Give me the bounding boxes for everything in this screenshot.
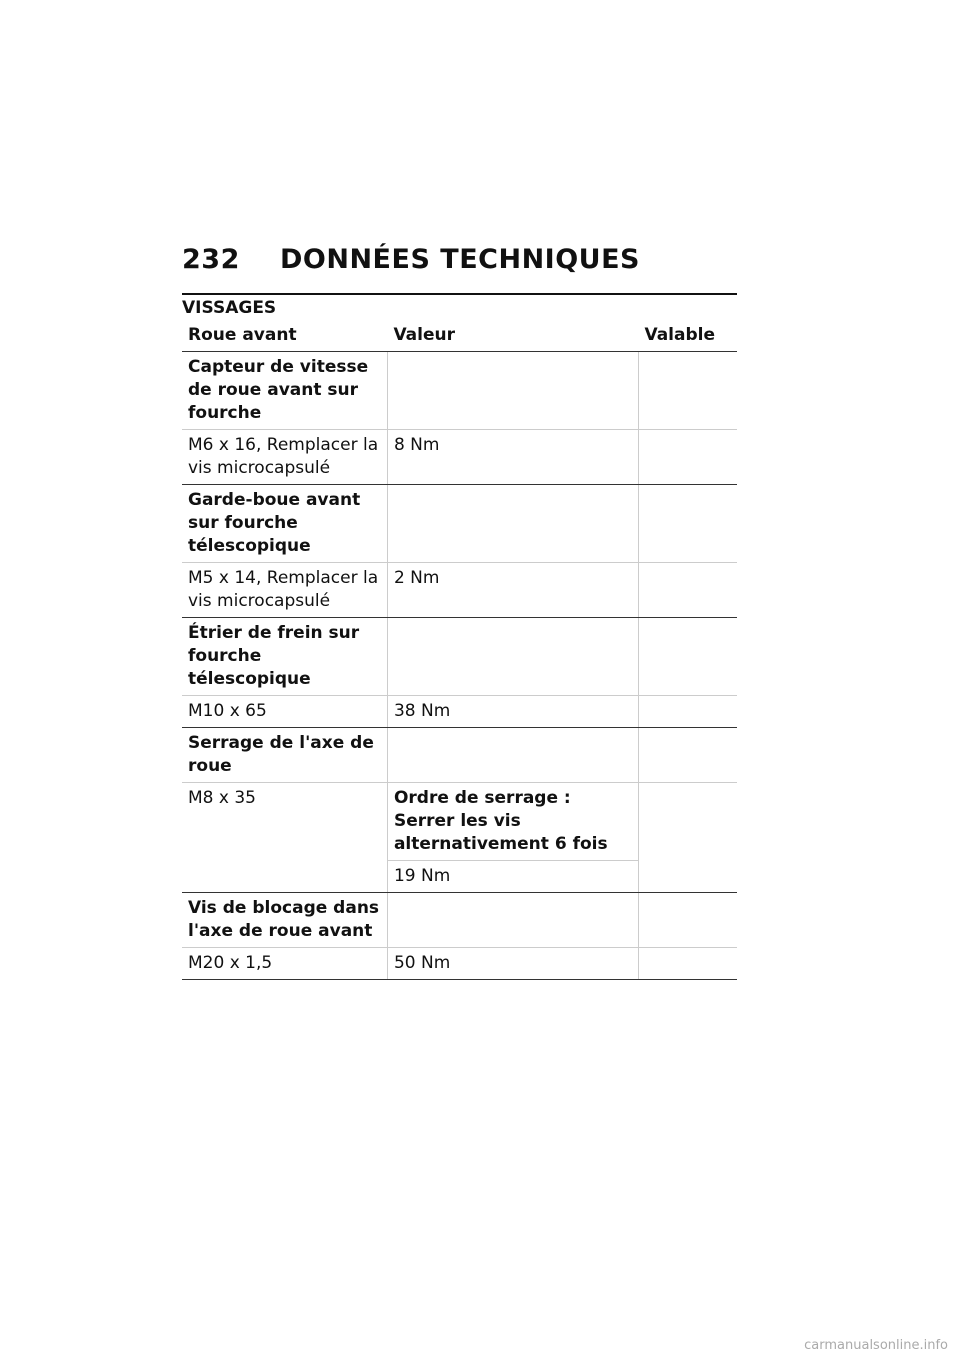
value-cell: 2 Nm — [387, 563, 638, 618]
valid-cell — [638, 948, 737, 980]
value-cell: 19 Nm — [387, 861, 638, 893]
part-cell: M5 x 14, Remplacer la vis microcapsulé — [182, 563, 387, 618]
value-cell: 50 Nm — [387, 948, 638, 980]
group-row — [182, 893, 737, 948]
value-cell: 38 Nm — [387, 696, 638, 728]
note-cell: Ordre de serrage : Serrer les vis alternativement 6 fois — [387, 783, 638, 861]
column-header-valable: Valable — [638, 322, 737, 352]
header-rule — [182, 293, 737, 295]
group-title: Capteur de vitesse de roue avant sur fourche — [182, 352, 387, 430]
valid-cell — [638, 696, 737, 728]
section-title: VISSAGES — [182, 298, 277, 318]
part-cell: M8 x 35 — [182, 783, 387, 893]
valid-cell — [638, 430, 737, 485]
part-cell: M20 x 1,5 — [182, 948, 387, 980]
part-cell: M6 x 16, Remplacer la vis microcapsulé — [182, 430, 387, 485]
table-header-row — [182, 322, 737, 352]
group-row — [182, 728, 737, 783]
table-row — [182, 948, 737, 980]
page-title: DONNÉES TECHNIQUES — [280, 244, 640, 275]
table-row — [182, 696, 737, 728]
valid-cell — [638, 563, 737, 618]
group-title: Étrier de frein sur fourche télescopique — [182, 618, 387, 696]
group-row — [182, 352, 737, 430]
valid-cell — [638, 783, 737, 893]
value-cell: 8 Nm — [387, 430, 638, 485]
group-row — [182, 485, 737, 563]
watermark-text: carmanualsonline.info — [804, 1338, 948, 1353]
group-row — [182, 618, 737, 696]
table-row — [182, 430, 737, 485]
part-cell: M10 x 65 — [182, 696, 387, 728]
table-row — [182, 563, 737, 618]
torque-table — [182, 322, 737, 980]
group-title: Serrage de l'axe de roue — [182, 728, 387, 783]
column-header-roue-avant: Roue avant — [182, 322, 387, 352]
group-title: Vis de blocage dans l'axe de roue avant — [182, 893, 387, 948]
group-title: Garde-boue avant sur fourche télescopique — [182, 485, 387, 563]
page-number: 232 — [182, 244, 240, 275]
column-header-valeur: Valeur — [387, 322, 638, 352]
table-row — [182, 783, 737, 861]
page-header — [182, 244, 640, 275]
